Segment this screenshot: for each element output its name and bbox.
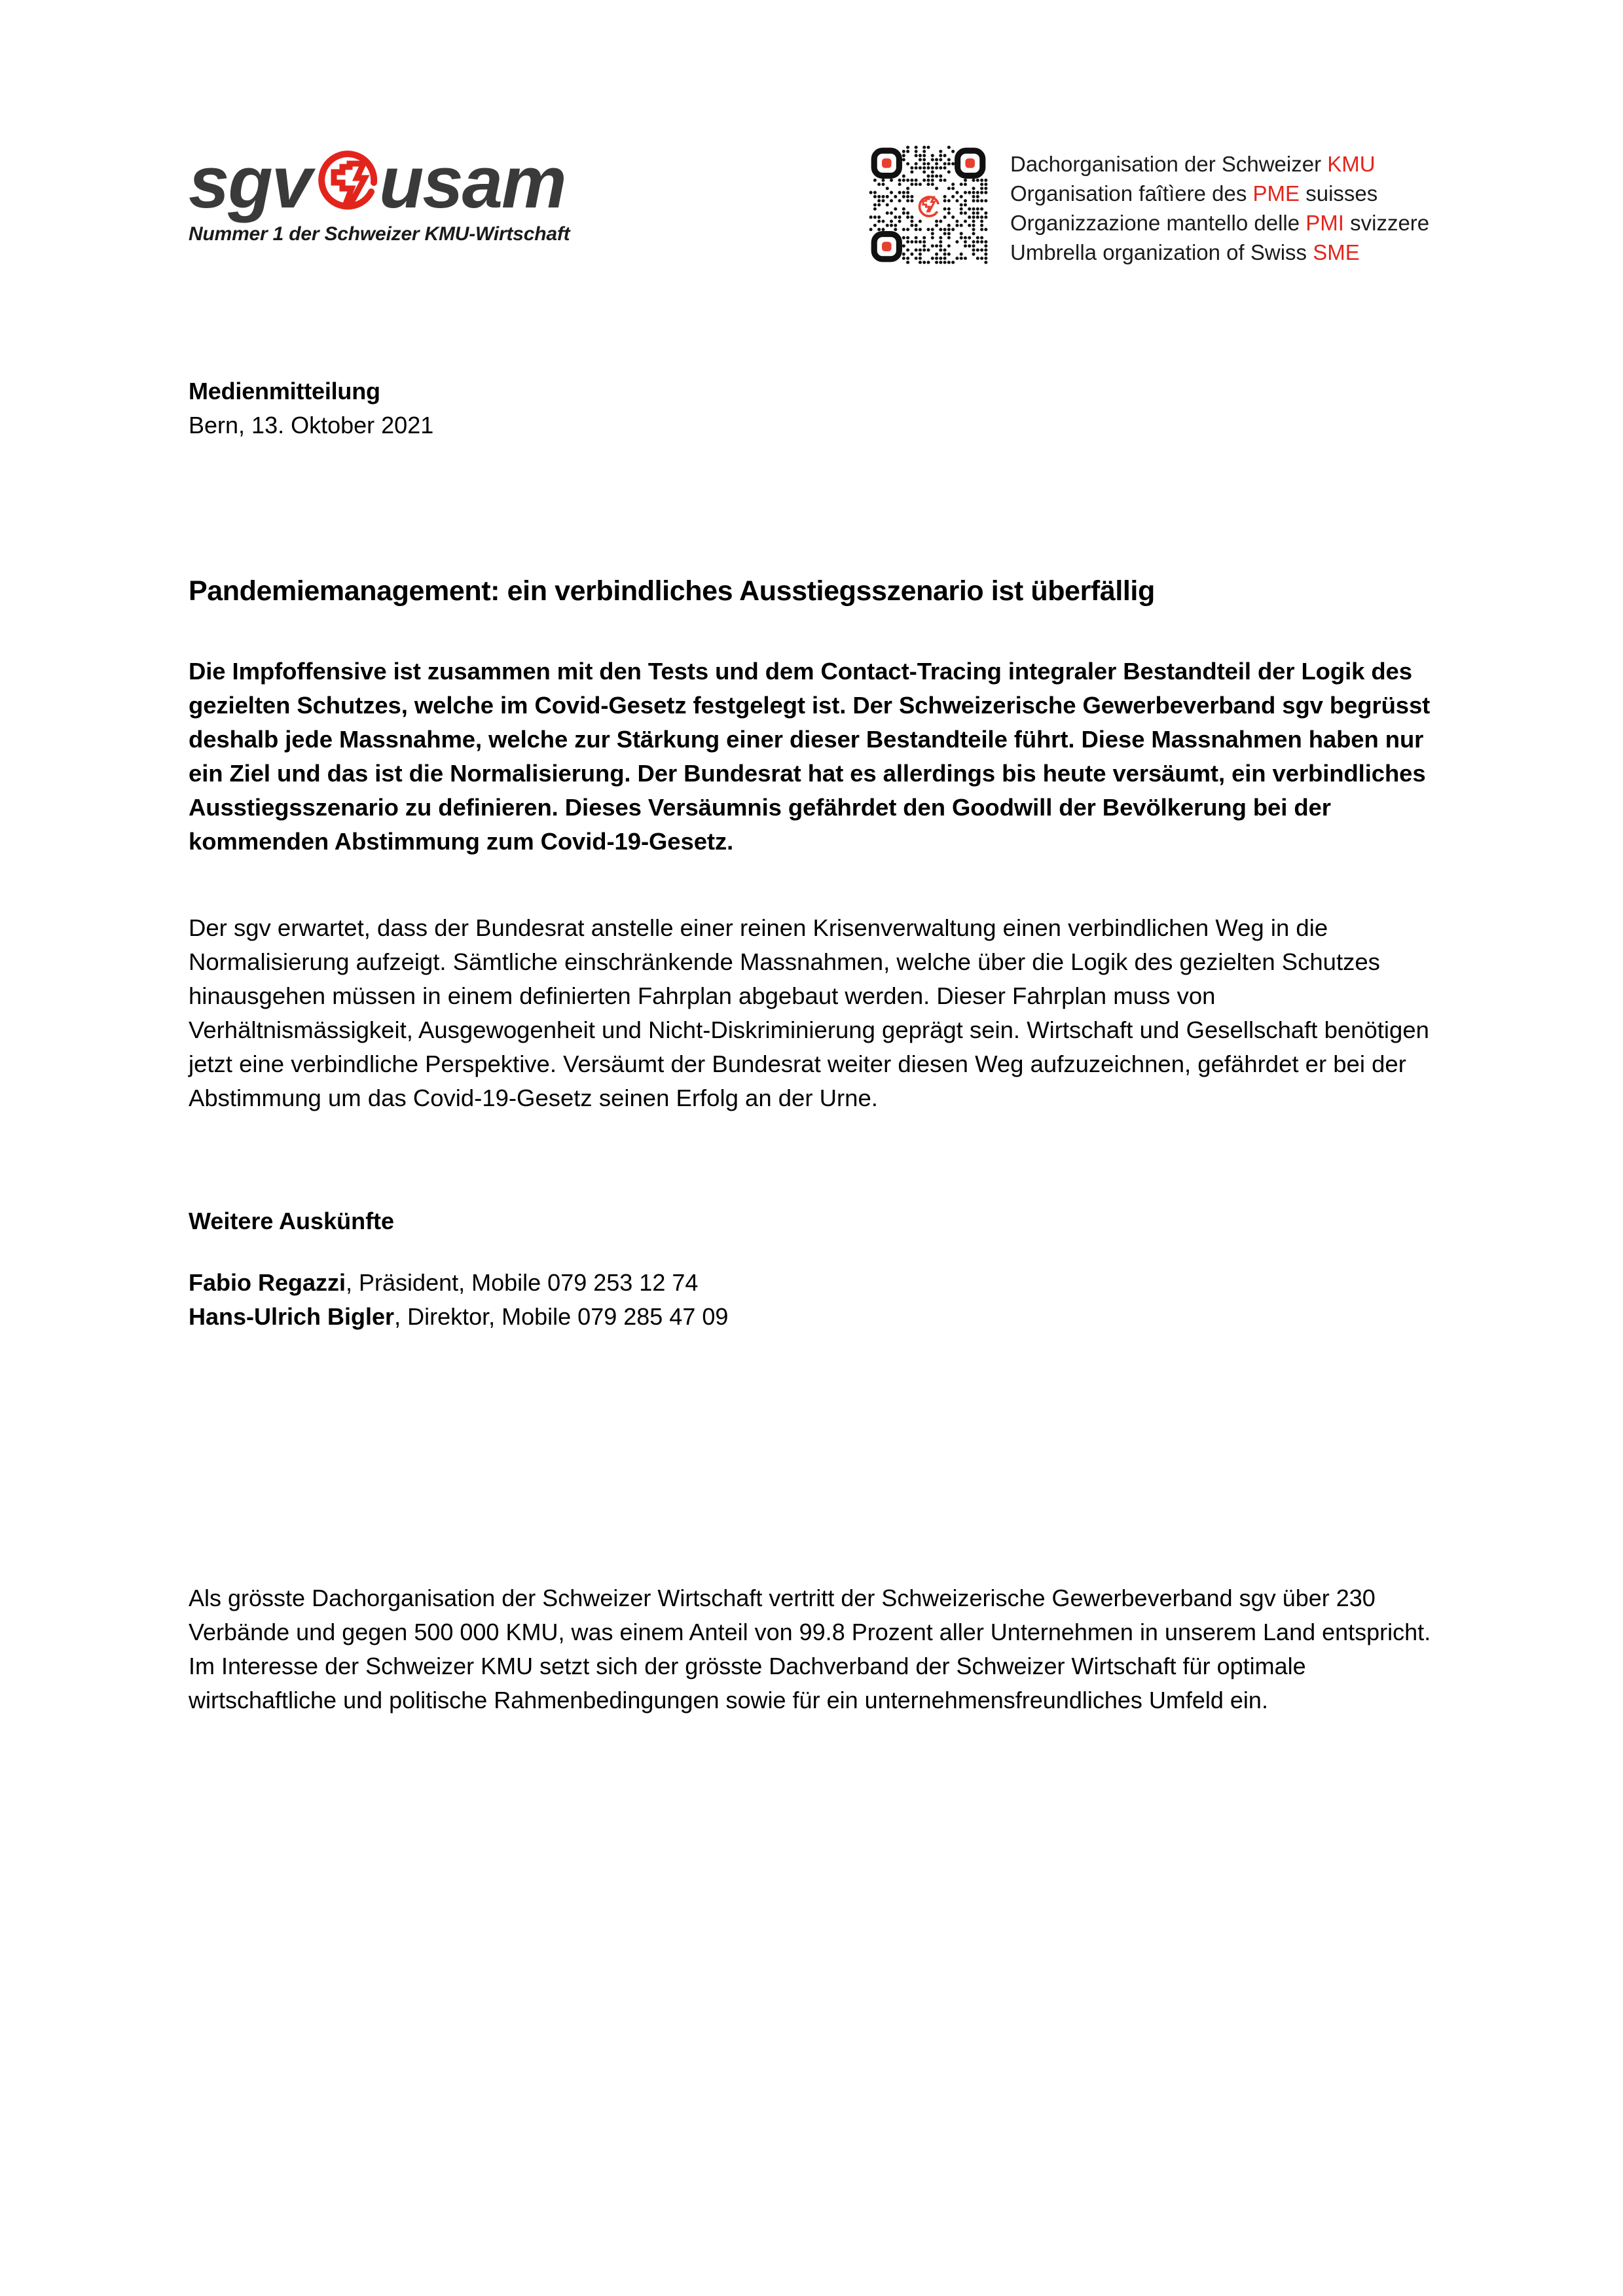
body-paragraph: Der sgv erwartet, dass der Bundesrat anstelle einer reinen Krisenverwaltung einen verbindlichen Weg in die Normalisierung aufzeigt. Sämtliche einschränkende Massnahmen, welche über die Logik des gezielten Schutzes hinausgehen müssen in einem definierten Fahrplan abgebaut werden. Dieser Fahrplan muss von Verhältnismässigkeit, Ausgewogenheit und Nicht-Diskriminierung geprägt sein. Wirtschaft und Gesellschaft benötigen jetzt eine verbindliche Perspektive. Versäumt der Bundesrat weiter diesen Weg aufzuzeichnen, gefährdet er bei der Abstimmung um das Covid-19-Gesetz seinen Erfolg an der Urne.	[189, 914, 1429, 1111]
org-descriptor-de	[1010, 149, 1429, 179]
logo-wordmark	[189, 141, 594, 223]
lead-paragraph: Die Impfoffensive ist zusammen mit den Tests und dem Contact-Tracing integraler Bestandteil der Logik des gezielten Schutzes, welche im Covid-Gesetz festgelegt ist. Der Schweizerische Gewerbeverband sgv begrüsst deshalb jede Massnahme, welche zur Stärkung einer dieser Bestandteile führt. Diese Massnahmen haben nur ein Ziel und das ist die Normalisierung. Der Bundesrat hat es allerdings bis heute versäumt, ein verbindliches Ausstiegsszenario zu definieren. Dieses Versäumnis gefährdet den Goodwill der Bevölkerung bei der kommenden Abstimmung zum Covid-19-Gesetz.	[189, 657, 1431, 855]
page-title: Pandemiemanagement: ein verbindliches Ausstiegsszenario ist überfällig	[189, 575, 1155, 607]
org-descriptor-lines	[1010, 145, 1429, 267]
logo-text-sgv: sgv	[189, 141, 311, 223]
organisation-boilerplate: Als grösste Dachorganisation der Schweizer Wirtschaft vertritt der Schweizerische Gewerbeverband sgv über 230 Verbände und gegen 500 000 KMU, was einem Anteil von 99.8 Prozent aller Unternehmen in unserem Land entspricht. Im Interesse der Schweizer KMU setzt sich der grösste Dachverband der Schweizer Wirtschaft für optimale wirtschaftliche und politische Rahmenbedingungen sowie für ein unternehmensfreundliches Umfeld ein.	[189, 1585, 1431, 1713]
contact-person-1-details: , Präsident, Mobile 079 253 12 74	[346, 1269, 699, 1296]
org-descriptor-it	[1010, 208, 1429, 238]
descriptor-fr-tail: suisses	[1300, 181, 1378, 206]
contact-person-1-name: Fabio Regazzi	[189, 1269, 346, 1296]
page-header	[0, 0, 1623, 308]
document-type-label: Medienmitteilung	[189, 378, 380, 404]
contact-person-2-details: , Direktor, Mobile 079 285 47 09	[394, 1303, 729, 1330]
descriptor-fr-highlight: PME	[1252, 181, 1300, 206]
contact-person-1	[189, 1266, 1236, 1300]
sgv-at-swiss-cross-icon	[314, 149, 382, 217]
sgv-usam-logo	[189, 141, 594, 245]
contact-section-title: Weitere Auskünfte	[189, 1208, 395, 1234]
document-meta	[189, 374, 1438, 442]
descriptor-en-highlight: SME	[1313, 240, 1360, 264]
descriptor-it-text: Organizzazione mantello delle	[1010, 211, 1306, 235]
qr-code-icon[interactable]	[869, 145, 988, 264]
descriptor-en-text: Umbrella organization of Swiss	[1010, 240, 1313, 264]
place-and-date: Bern, 13. Oktober 2021	[189, 412, 434, 439]
org-descriptor-en	[1010, 238, 1429, 267]
contact-person-2	[189, 1300, 1236, 1334]
descriptor-de-text: Dachorganisation der Schweizer	[1010, 152, 1328, 176]
contact-person-2-name: Hans-Ulrich Bigler	[189, 1303, 395, 1330]
logo-text-usam: usam	[379, 141, 566, 223]
descriptor-fr-text: Organisation faîtìere des	[1010, 181, 1253, 206]
descriptor-de-highlight: KMU	[1327, 152, 1376, 176]
qr-header-block	[869, 145, 1429, 267]
descriptor-it-tail: svizzere	[1343, 211, 1430, 235]
further-information-section	[189, 1204, 1236, 1334]
contact-list	[189, 1266, 1236, 1334]
descriptor-it-highlight: PMI	[1305, 211, 1344, 235]
page-footer	[0, 2047, 1623, 2296]
logo-tagline: Nummer 1 der Schweizer KMU-Wirtschaft	[189, 223, 570, 245]
org-descriptor-fr	[1010, 179, 1429, 208]
